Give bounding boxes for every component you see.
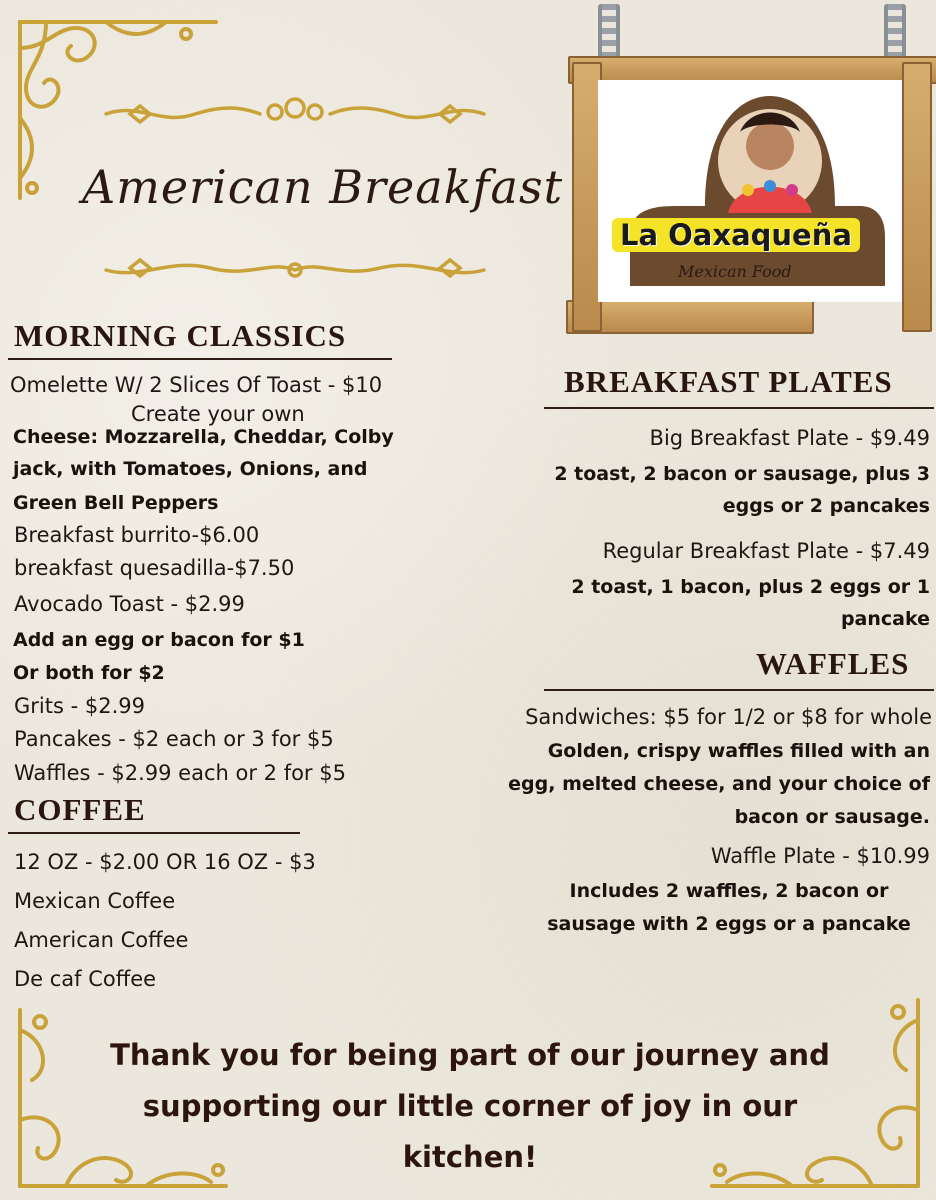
- big-breakfast-desc-line-2: eggs or 2 pancakes: [722, 495, 930, 517]
- menu-item-regular-breakfast: Regular Breakfast Plate - $7.49: [602, 539, 930, 563]
- cheese-description-line-2: jack, with Tomatoes, Onions, and: [13, 458, 368, 480]
- big-breakfast-desc-line-1: 2 toast, 2 bacon or sausage, plus 3: [554, 463, 930, 485]
- logo-name: La Oaxaqueña: [612, 218, 860, 252]
- waffle-sandwich-desc-line-3: bacon or sausage.: [734, 806, 930, 828]
- waffles-rule: [544, 689, 934, 691]
- sign-frame-right: [902, 62, 932, 332]
- cheese-description-line-1: Cheese: Mozzarella, Cheddar, Colby: [13, 426, 394, 448]
- breakfast-plates-rule: [544, 407, 934, 409]
- coffee-heading: COFFEE: [14, 792, 146, 827]
- menu-item-avocado-toast: Avocado Toast - $2.99: [14, 592, 245, 616]
- thank-you-line-1: Thank you for being part of our journey and: [110, 1038, 830, 1072]
- menu-item-quesadilla: breakfast quesadilla-$7.50: [14, 556, 295, 580]
- flourish-below-title: [100, 250, 490, 290]
- menu-item-big-breakfast: Big Breakfast Plate - $9.49: [649, 426, 930, 450]
- addon-line-1: Add an egg or bacon for $1: [13, 629, 305, 651]
- sign-chain-right: [884, 4, 906, 62]
- menu-item-waffles: Waffles - $2.99 each or 2 for $5: [14, 761, 346, 785]
- coffee-sizes: 12 OZ - $2.00 OR 16 OZ - $3: [14, 850, 316, 874]
- addon-line-2: Or both for $2: [13, 662, 165, 684]
- breakfast-plates-heading: BREAKFAST PLATES: [564, 364, 893, 399]
- menu-item-waffle-sandwiches: Sandwiches: $5 for 1/2 or $8 for whole: [525, 705, 932, 729]
- morning-classics-rule: [8, 358, 392, 360]
- menu-item-waffle-plate: Waffle Plate - $10.99: [710, 844, 930, 868]
- coffee-item-decaf: De caf Coffee: [14, 967, 157, 991]
- menu-item-create-own: Create your own: [131, 402, 305, 426]
- menu-item-omelette: Omelette W/ 2 Slices Of Toast - $10: [10, 373, 383, 397]
- cheese-description-line-3: Green Bell Peppers: [13, 492, 219, 514]
- waffle-plate-desc-line-2: sausage with 2 eggs or a pancake: [547, 913, 911, 935]
- thank-you-line-2: supporting our little corner of joy in our: [142, 1089, 798, 1123]
- flourish-above-title: [100, 92, 490, 132]
- waffle-plate-desc-line-1: Includes 2 waffles, 2 bacon or: [569, 880, 889, 902]
- menu-item-burrito: Breakfast burrito-$6.00: [14, 523, 260, 547]
- regular-breakfast-desc-line-1: 2 toast, 1 bacon, plus 2 eggs or 1: [571, 576, 930, 598]
- waffle-sandwich-desc-line-1: Golden, crispy waffles filled with an: [547, 740, 930, 762]
- logo-subtitle: Mexican Food: [678, 262, 792, 281]
- coffee-rule: [8, 832, 300, 834]
- page-title: American Breakfast: [82, 160, 564, 214]
- waffles-heading: WAFFLES: [756, 646, 910, 681]
- coffee-item-american: American Coffee: [14, 928, 189, 952]
- menu-item-grits: Grits - $2.99: [14, 694, 145, 718]
- thank-you-line-3: kitchen!: [402, 1140, 538, 1174]
- menu-item-pancakes: Pancakes - $2 each or 3 for $5: [14, 727, 334, 751]
- regular-breakfast-desc-line-2: pancake: [840, 608, 930, 630]
- coffee-item-mexican: Mexican Coffee: [14, 889, 176, 913]
- sign-frame-bottom: [566, 300, 814, 334]
- sign-chain-left: [598, 4, 620, 62]
- morning-classics-heading: MORNING CLASSICS: [14, 318, 347, 353]
- waffle-sandwich-desc-line-2: egg, melted cheese, and your choice of: [508, 773, 930, 795]
- logo-panel: [598, 80, 902, 302]
